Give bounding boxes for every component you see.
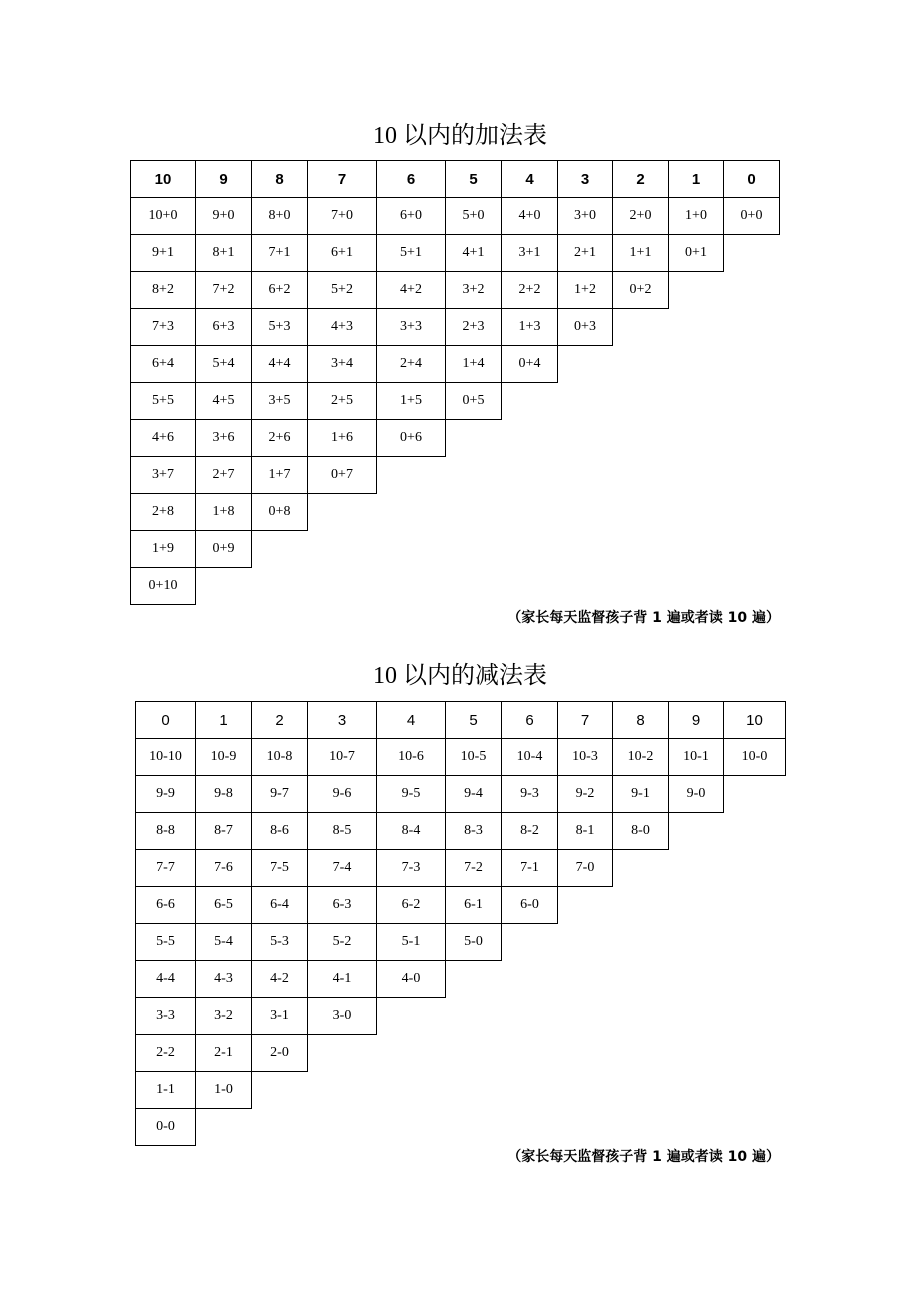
subtraction-expression-cell: 6-1 [445, 886, 502, 924]
subtraction-header-cell: 10 [723, 701, 786, 739]
addition-expression-cell: 6+0 [376, 197, 446, 235]
addition-expression-cell: 3+3 [376, 308, 446, 346]
addition-expression-cell: 7+2 [195, 271, 252, 309]
addition-expression-cell: 4+2 [376, 271, 446, 309]
subtraction-note: （家长每天监督孩子背 1 遍或者读 10 遍） [507, 1149, 780, 1165]
addition-expression-cell: 0+2 [612, 271, 669, 309]
addition-expression-cell: 0+5 [445, 382, 502, 420]
addition-expression-cell: 1+5 [376, 382, 446, 420]
addition-expression-cell: 5+2 [307, 271, 377, 309]
addition-expression-cell: 2+3 [445, 308, 502, 346]
subtraction-expression-cell: 9-9 [135, 775, 196, 813]
addition-expression-cell: 0+7 [307, 456, 377, 494]
subtraction-expression-cell: 4-2 [251, 960, 308, 998]
subtraction-expression-cell: 1-0 [195, 1071, 252, 1109]
subtraction-expression-cell: 8-5 [307, 812, 377, 850]
addition-expression-cell: 8+0 [251, 197, 308, 235]
subtraction-expression-cell: 7-3 [376, 849, 446, 887]
subtraction-expression-cell: 3-0 [307, 997, 377, 1035]
addition-expression-cell: 7+3 [130, 308, 196, 346]
subtraction-expression-cell: 8-4 [376, 812, 446, 850]
addition-expression-cell: 0+9 [195, 530, 252, 568]
addition-header-cell: 4 [501, 160, 558, 198]
addition-expression-cell: 3+0 [557, 197, 613, 235]
subtraction-header-cell: 3 [307, 701, 377, 739]
addition-expression-cell: 2+5 [307, 382, 377, 420]
subtraction-expression-cell: 6-6 [135, 886, 196, 924]
addition-expression-cell: 1+3 [501, 308, 558, 346]
addition-expression-cell: 0+6 [376, 419, 446, 457]
subtraction-expression-cell: 10-7 [307, 738, 377, 776]
subtraction-expression-cell: 3-2 [195, 997, 252, 1035]
addition-expression-cell: 1+6 [307, 419, 377, 457]
addition-expression-cell: 5+4 [195, 345, 252, 383]
addition-header-cell: 2 [612, 160, 669, 198]
addition-expression-cell: 3+6 [195, 419, 252, 457]
subtraction-expression-cell: 6-0 [501, 886, 558, 924]
addition-expression-cell: 1+4 [445, 345, 502, 383]
addition-expression-cell: 6+2 [251, 271, 308, 309]
addition-expression-cell: 4+5 [195, 382, 252, 420]
subtraction-expression-cell: 7-7 [135, 849, 196, 887]
subtraction-section [0, 650, 920, 1302]
subtraction-expression-cell: 6-3 [307, 886, 377, 924]
subtraction-title: 10 以内的减法表 [373, 663, 547, 689]
addition-expression-cell: 3+5 [251, 382, 308, 420]
subtraction-expression-cell: 8-8 [135, 812, 196, 850]
subtraction-expression-cell: 3-3 [135, 997, 196, 1035]
subtraction-expression-cell: 5-2 [307, 923, 377, 961]
subtraction-expression-cell: 8-3 [445, 812, 502, 850]
subtraction-header-cell: 9 [668, 701, 724, 739]
addition-expression-cell: 2+6 [251, 419, 308, 457]
subtraction-expression-cell: 3-1 [251, 997, 308, 1035]
subtraction-expression-cell: 0-0 [135, 1108, 196, 1146]
addition-expression-cell: 0+4 [501, 345, 558, 383]
addition-expression-cell: 2+2 [501, 271, 558, 309]
addition-expression-cell: 7+0 [307, 197, 377, 235]
addition-expression-cell: 0+10 [130, 567, 196, 605]
subtraction-expression-cell: 10-8 [251, 738, 308, 776]
subtraction-expression-cell: 10-10 [135, 738, 196, 776]
subtraction-expression-cell: 2-0 [251, 1034, 308, 1072]
subtraction-expression-cell: 7-6 [195, 849, 252, 887]
addition-expression-cell: 5+3 [251, 308, 308, 346]
subtraction-expression-cell: 7-0 [557, 849, 613, 887]
addition-expression-cell: 1+9 [130, 530, 196, 568]
addition-expression-cell: 4+0 [501, 197, 558, 235]
subtraction-expression-cell: 7-2 [445, 849, 502, 887]
subtraction-expression-cell: 7-4 [307, 849, 377, 887]
subtraction-expression-cell: 6-4 [251, 886, 308, 924]
addition-header-cell: 7 [307, 160, 377, 198]
subtraction-expression-cell: 4-1 [307, 960, 377, 998]
addition-section [0, 0, 920, 650]
subtraction-expression-cell: 10-4 [501, 738, 558, 776]
addition-expression-cell: 5+5 [130, 382, 196, 420]
subtraction-expression-cell: 5-1 [376, 923, 446, 961]
addition-expression-cell: 1+1 [612, 234, 669, 272]
addition-header-cell: 1 [668, 160, 724, 198]
subtraction-expression-cell: 5-0 [445, 923, 502, 961]
subtraction-expression-cell: 9-0 [668, 775, 724, 813]
subtraction-expression-cell: 10-5 [445, 738, 502, 776]
subtraction-expression-cell: 5-4 [195, 923, 252, 961]
addition-expression-cell: 4+4 [251, 345, 308, 383]
addition-expression-cell: 9+0 [195, 197, 252, 235]
subtraction-expression-cell: 7-1 [501, 849, 558, 887]
addition-expression-cell: 3+4 [307, 345, 377, 383]
addition-header-cell: 0 [723, 160, 780, 198]
subtraction-expression-cell: 9-8 [195, 775, 252, 813]
subtraction-expression-cell: 2-1 [195, 1034, 252, 1072]
addition-expression-cell: 8+2 [130, 271, 196, 309]
subtraction-expression-cell: 9-5 [376, 775, 446, 813]
subtraction-expression-cell: 7-5 [251, 849, 308, 887]
addition-expression-cell: 1+7 [251, 456, 308, 494]
addition-header-cell: 5 [445, 160, 502, 198]
addition-note: （家长每天监督孩子背 1 遍或者读 10 遍） [507, 610, 780, 626]
addition-expression-cell: 0+0 [723, 197, 780, 235]
subtraction-expression-cell: 9-4 [445, 775, 502, 813]
subtraction-expression-cell: 10-3 [557, 738, 613, 776]
subtraction-expression-cell: 9-6 [307, 775, 377, 813]
addition-expression-cell: 0+8 [251, 493, 308, 531]
subtraction-header-cell: 4 [376, 701, 446, 739]
subtraction-header-cell: 8 [612, 701, 669, 739]
addition-header-cell: 10 [130, 160, 196, 198]
subtraction-header-cell: 6 [501, 701, 558, 739]
subtraction-expression-cell: 6-2 [376, 886, 446, 924]
addition-expression-cell: 1+2 [557, 271, 613, 309]
subtraction-expression-cell: 9-3 [501, 775, 558, 813]
subtraction-header-cell: 1 [195, 701, 252, 739]
addition-expression-cell: 4+1 [445, 234, 502, 272]
addition-expression-cell: 6+1 [307, 234, 377, 272]
addition-expression-cell: 4+6 [130, 419, 196, 457]
subtraction-expression-cell: 4-3 [195, 960, 252, 998]
subtraction-expression-cell: 10-9 [195, 738, 252, 776]
addition-expression-cell: 2+0 [612, 197, 669, 235]
addition-expression-cell: 1+8 [195, 493, 252, 531]
subtraction-expression-cell: 4-4 [135, 960, 196, 998]
addition-expression-cell: 8+1 [195, 234, 252, 272]
subtraction-expression-cell: 9-7 [251, 775, 308, 813]
addition-expression-cell: 9+1 [130, 234, 196, 272]
addition-header-cell: 3 [557, 160, 613, 198]
addition-expression-cell: 5+1 [376, 234, 446, 272]
addition-header-cell: 9 [195, 160, 252, 198]
subtraction-expression-cell: 5-3 [251, 923, 308, 961]
addition-expression-cell: 3+1 [501, 234, 558, 272]
addition-expression-cell: 2+7 [195, 456, 252, 494]
addition-expression-cell: 3+2 [445, 271, 502, 309]
subtraction-expression-cell: 5-5 [135, 923, 196, 961]
subtraction-expression-cell: 10-2 [612, 738, 669, 776]
subtraction-expression-cell: 8-7 [195, 812, 252, 850]
addition-expression-cell: 0+1 [668, 234, 724, 272]
addition-expression-cell: 3+7 [130, 456, 196, 494]
subtraction-expression-cell: 9-2 [557, 775, 613, 813]
addition-expression-cell: 7+1 [251, 234, 308, 272]
subtraction-header-cell: 2 [251, 701, 308, 739]
addition-expression-cell: 2+4 [376, 345, 446, 383]
addition-expression-cell: 4+3 [307, 308, 377, 346]
subtraction-expression-cell: 10-0 [723, 738, 786, 776]
addition-expression-cell: 0+3 [557, 308, 613, 346]
addition-expression-cell: 1+0 [668, 197, 724, 235]
subtraction-header-cell: 0 [135, 701, 196, 739]
addition-expression-cell: 6+4 [130, 345, 196, 383]
subtraction-expression-cell: 6-5 [195, 886, 252, 924]
subtraction-expression-cell: 8-0 [612, 812, 669, 850]
subtraction-expression-cell: 10-1 [668, 738, 724, 776]
subtraction-header-cell: 5 [445, 701, 502, 739]
subtraction-expression-cell: 8-6 [251, 812, 308, 850]
addition-header-cell: 6 [376, 160, 446, 198]
addition-expression-cell: 10+0 [130, 197, 196, 235]
subtraction-expression-cell: 8-1 [557, 812, 613, 850]
addition-expression-cell: 2+1 [557, 234, 613, 272]
subtraction-header-cell: 7 [557, 701, 613, 739]
subtraction-expression-cell: 1-1 [135, 1071, 196, 1109]
addition-expression-cell: 6+3 [195, 308, 252, 346]
subtraction-expression-cell: 9-1 [612, 775, 669, 813]
subtraction-expression-cell: 2-2 [135, 1034, 196, 1072]
subtraction-expression-cell: 4-0 [376, 960, 446, 998]
addition-expression-cell: 2+8 [130, 493, 196, 531]
subtraction-expression-cell: 8-2 [501, 812, 558, 850]
addition-expression-cell: 5+0 [445, 197, 502, 235]
subtraction-expression-cell: 10-6 [376, 738, 446, 776]
addition-title: 10 以内的加法表 [373, 123, 547, 149]
addition-header-cell: 8 [251, 160, 308, 198]
